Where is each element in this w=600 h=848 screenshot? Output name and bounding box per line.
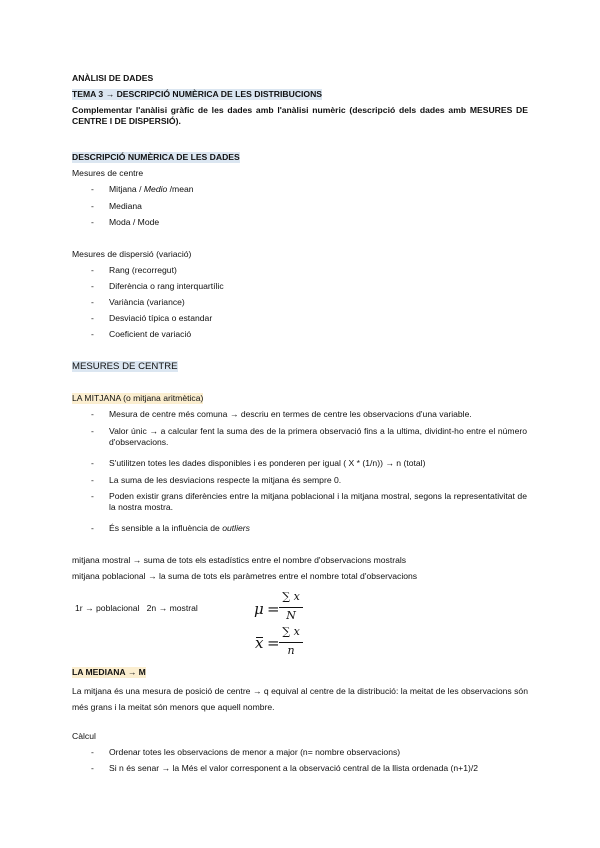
formula-pop-lhs: μ: [254, 600, 264, 618]
median-heading: LA MEDIANA → M: [72, 667, 146, 677]
intro-paragraph: Complementar l'anàlisi gràfic de les dades amb l'anàlisi numèric (descripció dels dades amb MESURES DE CENTRE I DE DISPERSIÓ).: [72, 105, 528, 126]
dispersion-measures-label: Mesures de dispersió (variació): [72, 249, 192, 259]
dispersion-item-range: Rang (recorregut): [109, 265, 177, 275]
bullet-dash: -: [91, 458, 94, 468]
formula-sample-fraction-bar: [279, 642, 303, 643]
bullet-dash: -: [91, 281, 94, 291]
formula-sample-eq: =: [267, 634, 280, 652]
mean-item-all-data: S'utilitzen totes les dades disponibles i es ponderen per igual ( X * (1/n)) → n (total): [109, 458, 426, 468]
bullet-dash: -: [91, 409, 94, 419]
sample-mean-def: mitjana mostral → suma de tots els estadístics entre el nombre d'observacions mostrals: [72, 555, 407, 565]
dispersion-item-stddev: Desviació típica o estandar: [109, 313, 213, 323]
mean-item-unique: Valor únic → a calcular fent la suma des de la primera observació fins a la ultima, dividint-ho entre el número d'observacions.: [109, 426, 527, 447]
mean-item-deviations: La suma de les desviacions respecte la mitjana és sempre 0.: [109, 475, 342, 485]
median-description: La mitjana és una mesura de posició de centre → q equival al centre de la distribució: la meitat de les observacions són més grans i la meitat són menors que aquell nombre.: [72, 686, 528, 712]
bullet-dash: -: [91, 217, 94, 227]
formula-sample-lhs: x: [255, 634, 264, 652]
centre-item-mode: Moda / Mode: [109, 217, 160, 227]
formula-pop-fraction-bar: [279, 607, 303, 608]
numeric-heading: DESCRIPCIÓ NUMÈRICA DE LES DADES: [72, 152, 240, 162]
bullet-dash: -: [91, 491, 94, 501]
centre-item-median: Mediana: [109, 201, 142, 211]
bullet-dash: -: [91, 426, 94, 436]
topic-title: TEMA 3 → DESCRIPCIÓ NUMÈRICA DE LES DISTRIBUCIONS: [72, 89, 323, 99]
mean-item-differences: Poden existir grans diferències entre la mitjana poblacional i la mitjana mostral, segons la representativitat de la nostra mostra.: [109, 491, 527, 512]
dispersion-item-cv: Coeficient de variació: [109, 329, 192, 339]
bullet-dash: -: [91, 475, 94, 485]
formula-sample-denominator: n: [287, 644, 295, 657]
calc-step-order: Ordenar totes les observacions de menor a major (n= nombre observacions): [109, 747, 401, 757]
calc-label: Càlcul: [72, 731, 96, 741]
bullet-dash: -: [91, 265, 94, 275]
mean-item-common: Mesura de centre més comuna → descriu en termes de centre les observacions d'una variable.: [109, 409, 472, 419]
formula-pop-denominator: N: [286, 609, 296, 622]
bullet-dash: -: [91, 184, 94, 194]
calc-step-odd: Si n és senar → la Més el valor corresponent a la observació central de la llista ordenada (n+1)/2: [109, 763, 479, 773]
centre-item-mean: Mitjana / Medio /mean: [109, 184, 194, 194]
bullet-dash: -: [91, 297, 94, 307]
mean-item-outliers: És sensible a la influència de outliers: [109, 523, 250, 533]
bullet-dash: -: [91, 329, 94, 339]
bullet-dash: -: [91, 523, 94, 533]
centre-heading: MESURES DE CENTRE: [72, 361, 178, 372]
bullet-dash: -: [91, 763, 94, 773]
population-mean-def: mitjana poblacional → la suma de tots els paràmetres entre el nombre total d'observacions: [72, 571, 418, 581]
centre-measures-label: Mesures de centre: [72, 168, 144, 178]
formula-sample-numerator: ∑ x: [282, 625, 300, 638]
formula-pop-eq: =: [267, 600, 280, 618]
dispersion-item-iqr: Diferència o rang interquartílic: [109, 281, 224, 291]
bullet-dash: -: [91, 201, 94, 211]
bullet-dash: -: [91, 313, 94, 323]
subject-title: ANÀLISI DE DADES: [72, 73, 154, 83]
bullet-dash: -: [91, 747, 94, 757]
mean-heading: LA MITJANA (o mitjana aritmètica): [72, 393, 204, 403]
formula-pop-numerator: ∑ x: [282, 590, 300, 603]
formula-legend: 1r → poblacional 2n → mostral: [75, 603, 198, 613]
dispersion-item-variance: Variància (variance): [109, 297, 185, 307]
